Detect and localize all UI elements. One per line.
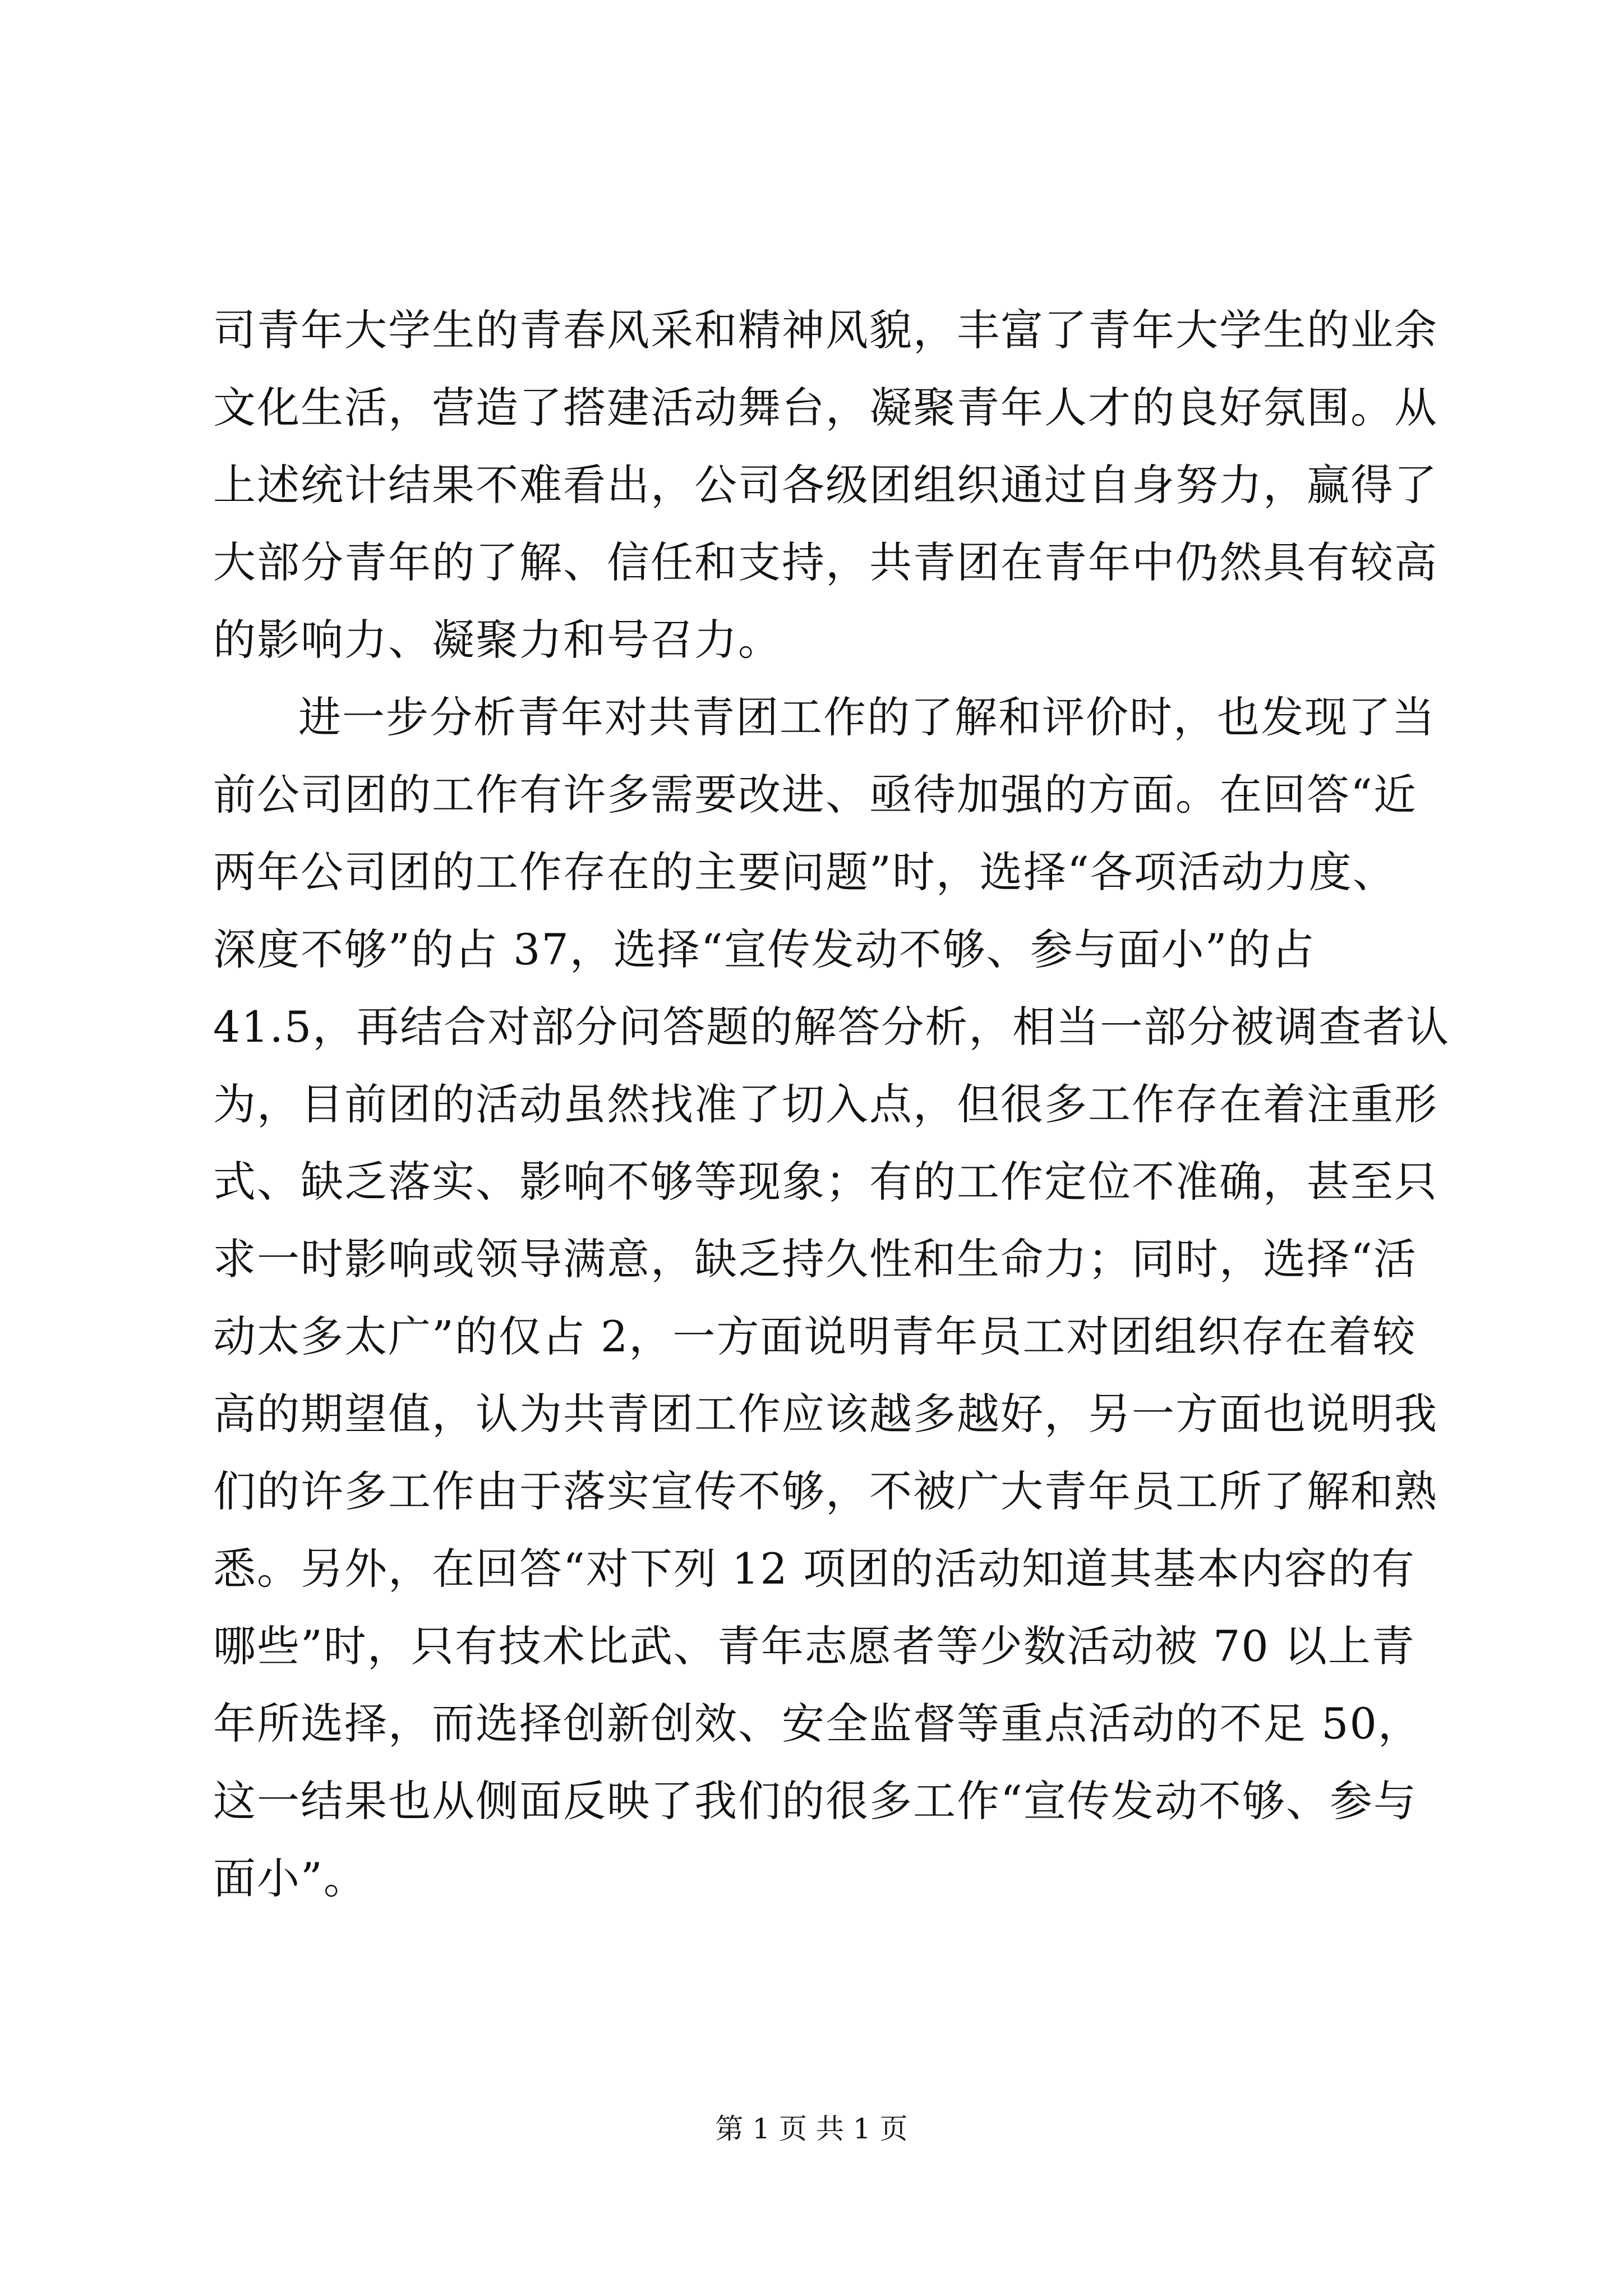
- text-line: 大部分青年的了解、信任和支持，共青团在青年中仍然具有较高: [213, 537, 1438, 587]
- text-line: 为，目前团的活动虽然找准了切入点，但很多工作存在着注重形: [213, 1079, 1438, 1129]
- text-line: 动太多太广”的仅占 2，一方面说明青年员工对团组织存在着较: [213, 1312, 1417, 1361]
- text-line: 高的期望值，认为共青团工作应该越多越好，另一方面也说明我: [213, 1389, 1438, 1439]
- text-line: 年所选择，而选择创新创效、安全监督等重点活动的不足 50，: [213, 1699, 1422, 1749]
- text-line: 这一结果也从侧面反映了我们的很多工作“宣传发动不够、参与: [213, 1776, 1417, 1826]
- text-line: 41.5，再结合对部分问答题的解答分析，相当一部分被调查者认: [213, 1002, 1450, 1052]
- text-line: 哪些”时，只有技术比武、青年志愿者等少数活动被 70 以上青: [213, 1621, 1415, 1671]
- text-line: 上述统计结果不难看出，公司各级团组织通过自身努力，赢得了: [213, 460, 1438, 510]
- text-line: 深度不够”的占 37，选择“宣传发动不够、参与面小”的占: [213, 924, 1316, 974]
- text-line: 们的许多工作由于落实宣传不够，不被广大青年员工所了解和熟: [213, 1466, 1438, 1516]
- body-text: [213, 292, 1450, 1917]
- text-line: 前公司团的工作有许多需要改进、亟待加强的方面。在回答“近: [213, 770, 1417, 820]
- page-footer: 第 1 页 共 1 页: [715, 2113, 908, 2145]
- text-line: 式、缺乏落实、影响不够等现象；有的工作定位不准确，甚至只: [213, 1157, 1438, 1207]
- text-line: 悉。另外，在回答“对下列 12 项团的活动知道其基本内容的有: [213, 1544, 1415, 1594]
- text-line: 司青年大学生的青春风采和精神风貌，丰富了青年大学生的业余: [213, 305, 1438, 355]
- text-line: 的影响力、凝聚力和号召力。: [213, 615, 782, 665]
- text-line: 面小”。: [213, 1853, 367, 1903]
- text-line: 两年公司团的工作存在的主要问题”时，选择“各项活动力度、: [213, 847, 1396, 897]
- text-line: 进一步分析青年对共青团工作的了解和评价时，也发现了当: [298, 692, 1436, 742]
- text-line: 求一时影响或领导满意，缺乏持久性和生命力；同时，选择“活: [213, 1234, 1417, 1284]
- text-line: 文化生活，营造了搭建活动舞台，凝聚青年人才的良好氛围。从: [213, 383, 1438, 432]
